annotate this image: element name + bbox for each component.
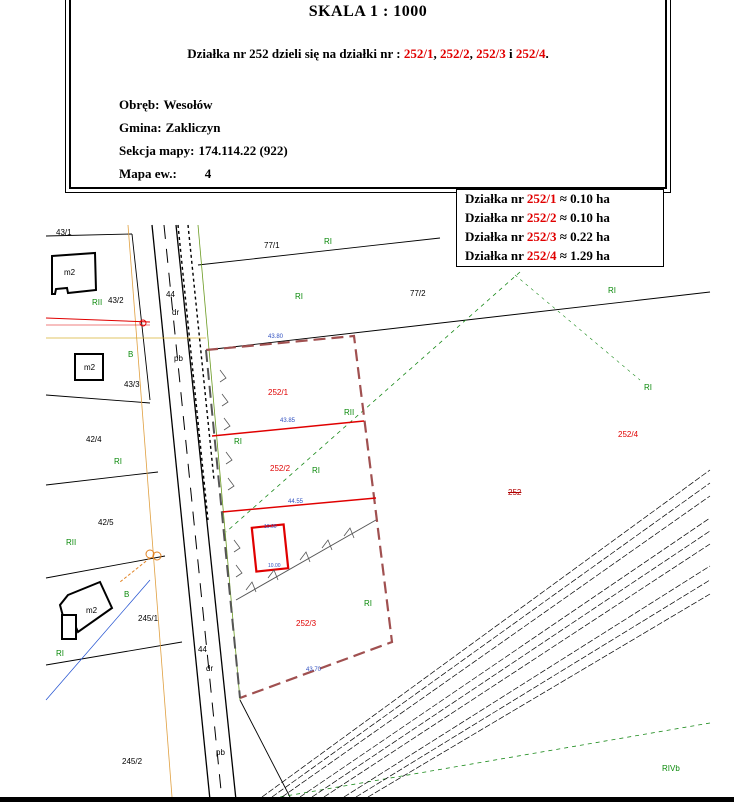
separator: i <box>505 46 516 61</box>
landuse-label: RII <box>344 408 355 417</box>
parcel-label-42-4: 42/4 <box>86 435 102 444</box>
location-info <box>119 93 288 185</box>
area-value: ≈ 1.29 ha <box>559 248 610 263</box>
info-label: Sekcja mapy: <box>119 143 195 158</box>
parcel-label-77-2: 77/2 <box>410 289 426 298</box>
info-row-obreb <box>119 93 288 116</box>
info-label: Gmina: <box>119 120 162 135</box>
area-parcel: 252/2 <box>526 210 557 225</box>
dimension-label: 43.85 <box>280 418 296 424</box>
landuse-label: RI <box>324 237 332 246</box>
building-label: m2 <box>86 606 98 615</box>
building-label: m2 <box>64 268 76 277</box>
road-number-label: 44 <box>198 645 207 654</box>
pavement-label: pb <box>216 748 225 757</box>
scale-title: SKALA 1 : 1000 <box>308 3 428 20</box>
landuse-label: RI <box>644 383 652 392</box>
landuse-label: RI <box>234 437 242 446</box>
parcel-label-245-1: 245/1 <box>138 614 159 623</box>
area-row <box>465 210 610 226</box>
road-type-label: dr <box>206 664 214 673</box>
info-row-sekcja <box>119 139 288 162</box>
parcel-label-42-5: 42/5 <box>98 518 114 527</box>
parcel-label-252: 252 <box>508 488 522 497</box>
area-prefix: Działka nr <box>465 210 524 225</box>
area-prefix: Działka nr <box>465 248 524 263</box>
parcel-boundaries <box>46 234 710 797</box>
division-part: 252/1 <box>403 46 434 61</box>
title-block <box>69 0 667 189</box>
area-value: ≈ 0.22 ha <box>559 229 610 244</box>
info-value: Wesołów <box>163 97 213 112</box>
info-value: 174.114.22 (922) <box>198 143 288 158</box>
area-row <box>465 229 610 245</box>
info-value: Zakliczyn <box>165 120 221 135</box>
area-prefix: Działka nr <box>465 191 524 206</box>
division-statement <box>71 46 665 62</box>
period: . <box>545 46 549 61</box>
landuse-label: RII <box>66 538 77 547</box>
survey-lines <box>46 225 710 797</box>
landuse-label: RI <box>364 599 372 608</box>
landuse-label: RI <box>295 292 303 301</box>
building-label: m2 <box>84 363 96 372</box>
parcel-label-252-3: 252/3 <box>296 619 317 628</box>
separator: , <box>469 46 477 61</box>
dimension-label: 10.00 <box>268 563 281 569</box>
parcel-label-252-1: 252/1 <box>268 388 289 397</box>
dimension-label: 44.55 <box>288 499 304 505</box>
parcel-label-43-2: 43/2 <box>108 296 124 305</box>
division-part: 252/2 <box>439 46 470 61</box>
parcel-label-43-1: 43/1 <box>56 228 72 237</box>
parcel-label-77-1: 77/1 <box>264 241 280 250</box>
info-row-mapa <box>119 162 288 185</box>
footer-bar <box>0 797 734 802</box>
area-parcel: 252/3 <box>526 229 557 244</box>
road-type-label: dr <box>172 308 180 317</box>
area-summary <box>456 189 664 267</box>
landuse-label: RI <box>114 457 122 466</box>
landuse-label: RIVb <box>662 764 680 773</box>
area-prefix: Działka nr <box>465 229 524 244</box>
dimension-label: 43.70 <box>306 667 322 673</box>
buildings <box>52 253 112 639</box>
separator: , <box>433 46 440 61</box>
road-number-label: 44 <box>166 290 175 299</box>
pavement-label: pb <box>174 354 183 363</box>
landuse-label: RII <box>92 298 103 307</box>
landuse-label: RI <box>56 649 64 658</box>
new-parcels <box>206 336 392 698</box>
area-value: ≈ 0.10 ha <box>559 191 610 206</box>
parcel-label-252-4: 252/4 <box>618 430 639 439</box>
landuse-label: B <box>128 350 134 359</box>
info-value: 4 <box>204 166 212 181</box>
area-row <box>465 248 610 264</box>
division-part: 252/3 <box>476 46 506 61</box>
dimension-label: 10.00 <box>264 524 277 530</box>
division-prefix: Działka nr 252 dzieli się na działki nr : <box>187 46 401 61</box>
parcel-label-43-3: 43/3 <box>124 380 140 389</box>
landuse-label: RI <box>312 466 320 475</box>
landuse-label: RI <box>608 286 616 295</box>
division-part: 252/4 <box>515 46 546 61</box>
parcel-label-252-2: 252/2 <box>270 464 291 473</box>
railway-embankment <box>262 470 710 797</box>
info-row-gmina <box>119 116 288 139</box>
parcel-label-245-2: 245/2 <box>122 757 143 766</box>
info-label: Obręb: <box>119 97 160 112</box>
area-value: ≈ 0.10 ha <box>559 210 610 225</box>
dimension-label: 43.80 <box>268 334 284 340</box>
area-parcel: 252/4 <box>526 248 557 263</box>
landuse-label: B <box>124 590 130 599</box>
info-label: Mapa ew.: <box>119 166 177 181</box>
area-parcel: 252/1 <box>526 191 557 206</box>
power-line <box>46 318 150 326</box>
area-row <box>465 191 610 207</box>
